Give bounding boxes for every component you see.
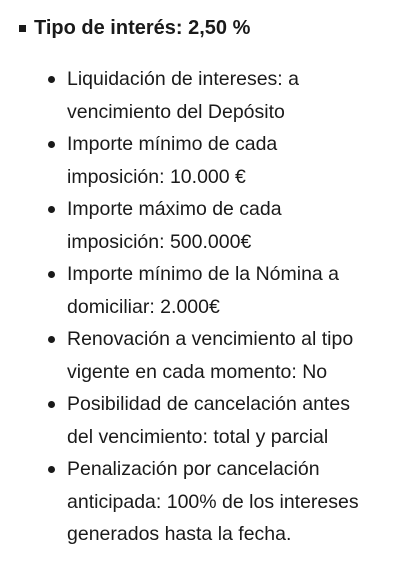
conditions-list	[48, 63, 398, 551]
bullet-dot-icon	[48, 76, 55, 83]
list-item-line: vencimiento del Depósito	[67, 100, 285, 123]
list-item-line: generados hasta la fecha.	[67, 523, 292, 545]
list-item	[48, 323, 398, 388]
list-item-line: imposición: 500.000€	[67, 230, 252, 253]
list-item-line: anticipada: 100% de los intereses	[67, 490, 359, 513]
list-item	[48, 63, 398, 128]
square-bullet-icon	[19, 25, 26, 32]
section-heading	[19, 14, 250, 42]
list-item-line: Liquidación de intereses: a	[67, 68, 299, 90]
bullet-dot-icon	[48, 141, 55, 148]
bullet-dot-icon	[48, 466, 55, 473]
bullet-dot-icon	[48, 271, 55, 278]
list-item-line: vigente en cada momento: No	[67, 360, 328, 383]
heading-text: Tipo de interés: 2,50 %	[34, 17, 251, 39]
list-item	[48, 193, 398, 258]
list-item-line: Renovación a vencimiento al tipo	[67, 328, 354, 350]
list-item-line: domiciliar: 2.000€	[67, 295, 220, 318]
list-item-line: Penalización por cancelación	[67, 458, 320, 480]
bullet-dot-icon	[48, 336, 55, 343]
list-item-line: Importe mínimo de cada	[67, 133, 278, 155]
list-item-line: del vencimiento: total y parcial	[67, 425, 329, 448]
list-item-line: Posibilidad de cancelación antes	[67, 393, 350, 415]
list-item	[48, 258, 398, 323]
list-item	[48, 388, 398, 453]
list-item	[48, 128, 398, 193]
list-item-line: Importe máximo de cada	[67, 198, 282, 220]
bullet-dot-icon	[48, 401, 55, 408]
list-item	[48, 453, 398, 551]
bullet-dot-icon	[48, 206, 55, 213]
list-item-line: Importe mínimo de la Nómina a	[67, 263, 340, 285]
list-item-line: imposición: 10.000 €	[67, 165, 246, 188]
